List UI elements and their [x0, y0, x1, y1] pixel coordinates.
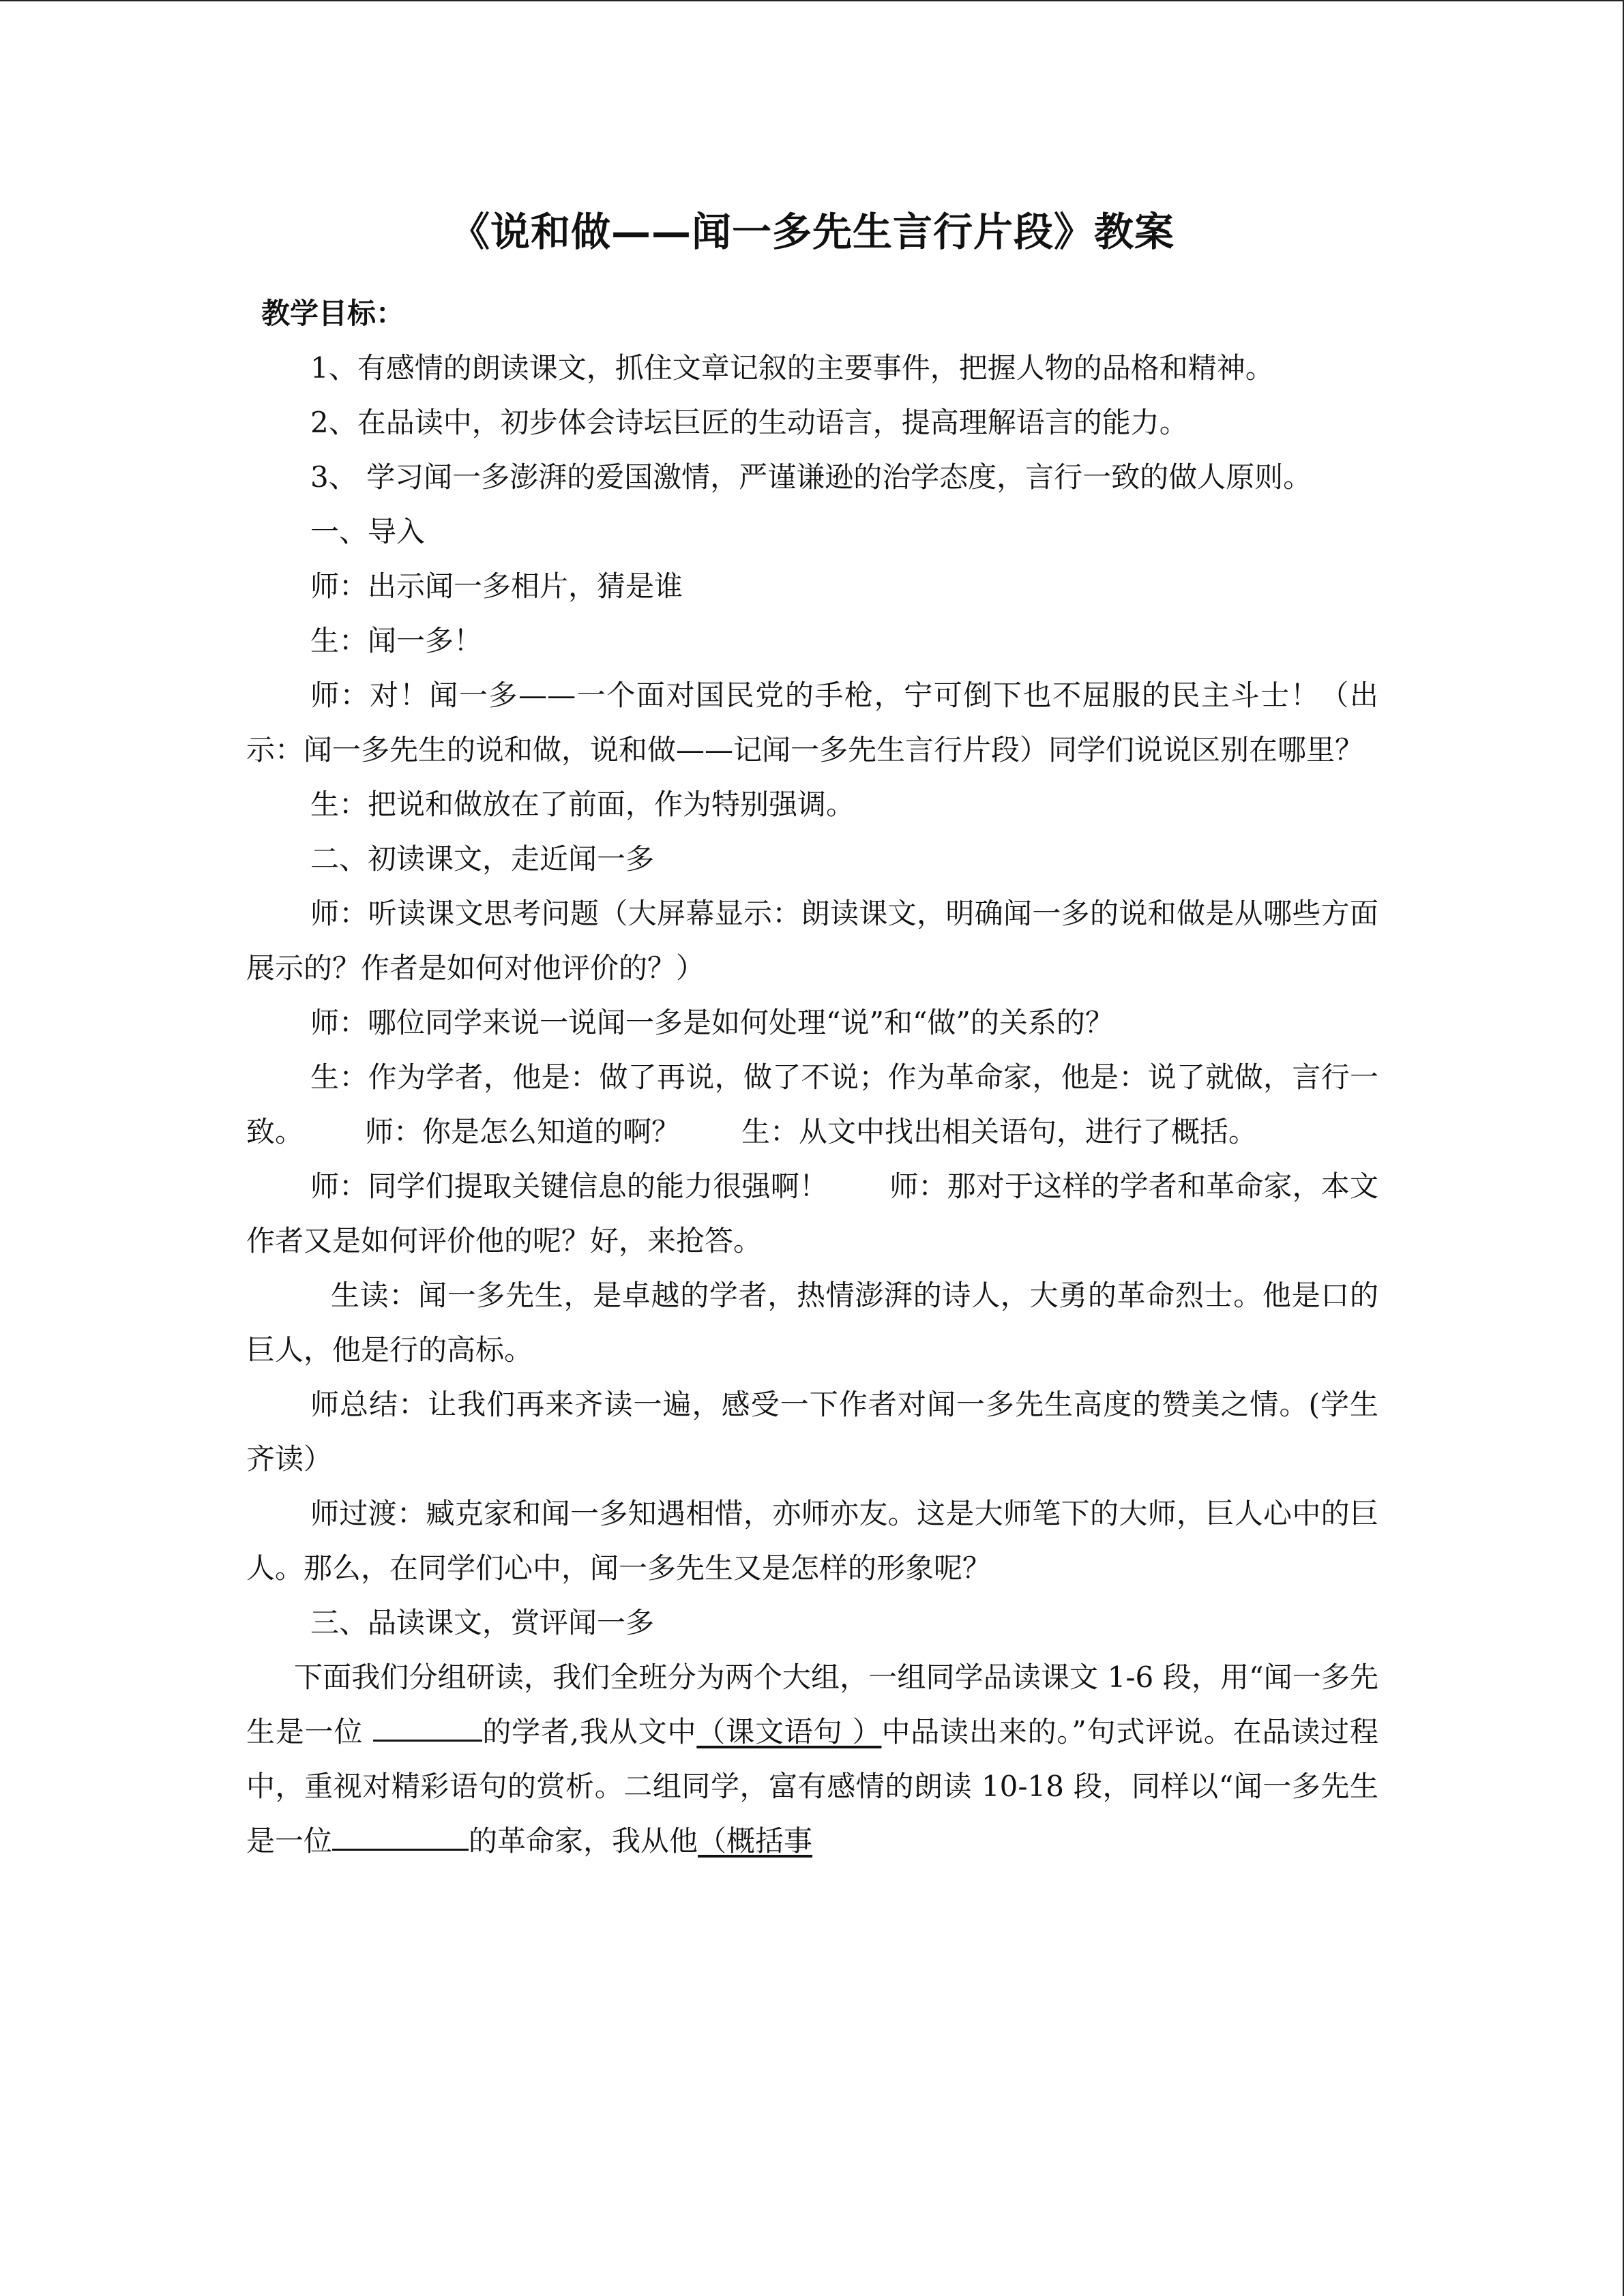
paragraph-part: 下面我们分组研读，我们全班分为两个大组，一组同学品读课文 1-6 段，用“闻一多先生是一位 [246, 1660, 1378, 1748]
fill-blank [373, 1715, 482, 1742]
paragraph-part: 中品读出来的。”句式评说。在品读过程中，重视对精彩语句的赏析。二组同学，富有感情的朗读 10-18 段，同样以“闻一多先生是一位 [246, 1715, 1378, 1858]
dialogue-line [246, 1159, 1378, 1268]
dialogue-part: 师：同学们提取关键信息的能力很强啊！ [310, 1169, 829, 1203]
dialogue-line: 师：听读课文思考问题（大屏幕显示：朗读课文，明确闻一多的说和做是从哪些方面展示的？作者是如何对他评价的？） [246, 897, 1378, 985]
dialogue-part: 师：那对于这样的学者和革命家，本文作者又是如何评价他的呢？好，来抢答。 [246, 1169, 1378, 1257]
dialogue-line: 生：把说和做放在了前面，作为特别强调。 [310, 788, 855, 821]
dialogue-line: 师过渡：臧克家和闻一多知遇相惜，亦师亦友。这是大师笔下的大师，巨人心中的巨人。那么，在同学们心中，闻一多先生又是怎样的形象呢？ [246, 1497, 1378, 1585]
paragraph-part: 的革命家，我从他 [469, 1824, 698, 1858]
group-reading-paragraph [246, 1650, 1378, 1868]
dialogue-line: 生：闻一多！ [310, 624, 483, 657]
dialogue-part: 生：作为学者，他是：做了再说，做了不说；作为革命家，他是：说了就做，言行一致。 [246, 1060, 1378, 1148]
paragraph-part: 的学者,我从文中 [482, 1715, 697, 1748]
dialogue-line [246, 1050, 1378, 1159]
document-page [246, 205, 1378, 1868]
objective-2: 2、在品读中，初步体会诗坛巨匠的生动语言，提高理解语言的能力。 [310, 406, 1188, 439]
underlined-text: （课文语句 ） [696, 1715, 882, 1748]
dialogue-line: 师总结：让我们再来齐读一遍，感受一下作者对闻一多先生高度的赞美之情。(学生齐读） [246, 1388, 1378, 1476]
section-heading-2: 二、初读课文，走近闻一多 [310, 842, 655, 876]
fill-blank [332, 1824, 469, 1851]
dialogue-line: 师：对！闻一多——一个面对国民党的手枪，宁可倒下也不屈服的民主斗士！（出示：闻一多先生的说和做，说和做——记闻一多先生言行片段）同学们说说区别在哪里？ [246, 679, 1378, 766]
section-heading-3: 三、品读课文，赏评闻一多 [310, 1606, 655, 1639]
objectives-heading: 教学目标： [261, 297, 405, 330]
dialogue-line: 生读：闻一多先生，是卓越的学者，热情澎湃的诗人，大勇的革命烈士。他是口的巨人，他是行的高标。 [246, 1279, 1378, 1367]
dialogue-line: 师：出示闻一多相片，猜是谁 [310, 569, 683, 603]
document-title: 《说和做——闻一多先生言行片段》教案 [449, 209, 1175, 255]
section-heading-1: 一、导入 [310, 515, 426, 548]
dialogue-part: 师：你是怎么知道的啊？ [365, 1115, 681, 1148]
objective-1: 1、有感情的朗读课文，抓住文章记叙的主要事件，把握人物的品格和精神。 [310, 351, 1274, 385]
dialogue-line: 师：哪位同学来说一说闻一多是如何处理“说”和“做”的关系的？ [310, 1006, 1114, 1039]
dialogue-part: 生：从文中找出相关语句，进行了概括。 [741, 1115, 1258, 1148]
underlined-text: （概括事 [698, 1824, 813, 1858]
top-border [0, 0, 1624, 1]
objective-3: 3、 学习闻一多澎湃的爱国激情，严谨谦逊的治学态度，言行一致的做人原则。 [310, 460, 1312, 494]
